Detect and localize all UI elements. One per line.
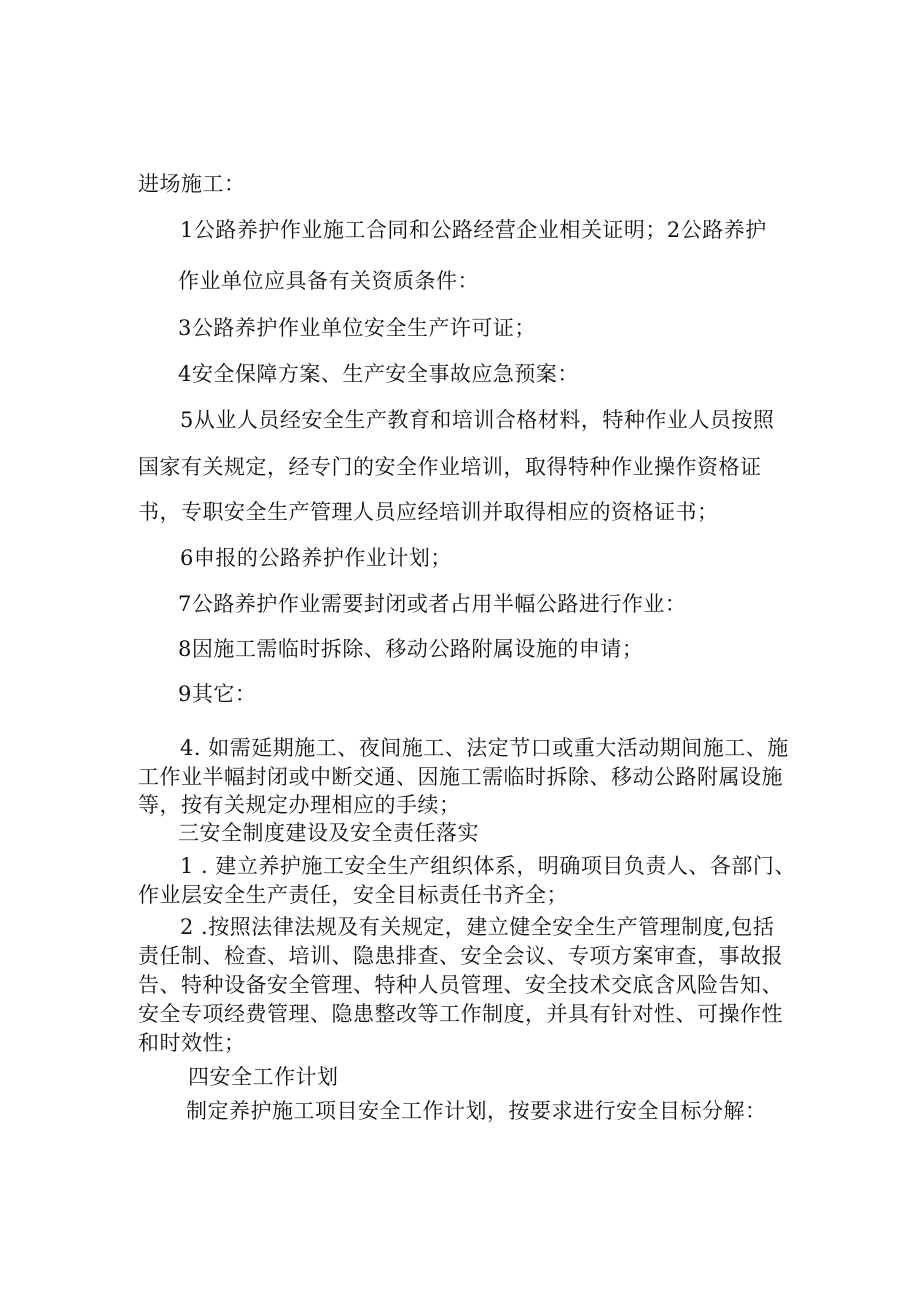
paragraph-line: 书，专职安全生产管理人员应经培训并取得相应的资格证书；: [138, 500, 719, 524]
paragraph-line: 4. 如需延期施工、夜间施工、法定节口或重大活动期间施工、施: [180, 736, 789, 760]
paragraph-line: 5从业人员经安全生产教育和培训合格材料，特种作业人员按照: [180, 408, 775, 432]
paragraph-line: 制定养护施工项目安全工作计划，按要求进行安全目标分解：: [186, 1099, 767, 1123]
paragraph-line: 1公路养护作业施工合同和公路经营企业相关证明；2公路养护: [180, 218, 767, 242]
paragraph-line: 作业单位应具备有关资质条件：: [178, 269, 479, 293]
paragraph-line: 安全专项经费管理、隐患整改等工作制度，并具有针对性、可操作性: [138, 1002, 783, 1026]
paragraph-line: 国家有关规定，经专门的安全作业培训，取得特种作业操作资格证: [138, 455, 762, 479]
paragraph-line: 进场施工：: [138, 172, 246, 196]
paragraph-line: 7公路养护作业需要封闭或者占用半幅公路进行作业：: [178, 592, 687, 616]
section-heading: 四安全工作计划: [188, 1065, 339, 1089]
paragraph-line: 等，按有关规定办理相应的手续；: [138, 793, 461, 817]
paragraph-line: 告、特种设备安全管理、特种人员管理、安全技术交底含风险告知、: [138, 973, 783, 997]
section-heading: 三安全制度建设及安全责任落实: [178, 821, 479, 845]
paragraph-line: 6申报的公路养护作业计划；: [180, 546, 452, 570]
paragraph-line: 和时效性；: [138, 1031, 246, 1055]
paragraph-line: 3公路养护作业单位安全生产许可证；: [178, 316, 536, 340]
paragraph-line: 工作业半幅封闭或中断交通、因施工需临时拆除、移动公路附属设施: [138, 765, 783, 789]
paragraph-line: 1 . 建立养护施工安全生产组织体系，明确项目负责人、各部门、: [180, 854, 796, 878]
paragraph-line: 2 .按照法律法规及有关规定，建立健全安全生产管理制度,包括: [180, 915, 775, 939]
paragraph-line: 4安全保障方案、生产安全事故应急预案：: [178, 362, 579, 386]
paragraph-line: 作业层安全生产责任，安全目标责任书齐全；: [138, 883, 568, 907]
paragraph-line: 8因施工需临时拆除、移动公路附属设施的申请；: [178, 637, 644, 661]
paragraph-line: 9其它：: [178, 682, 257, 706]
paragraph-line: 责任制、检查、培训、隐患排查、安全会议、专项方案审查，事故报: [138, 944, 783, 968]
